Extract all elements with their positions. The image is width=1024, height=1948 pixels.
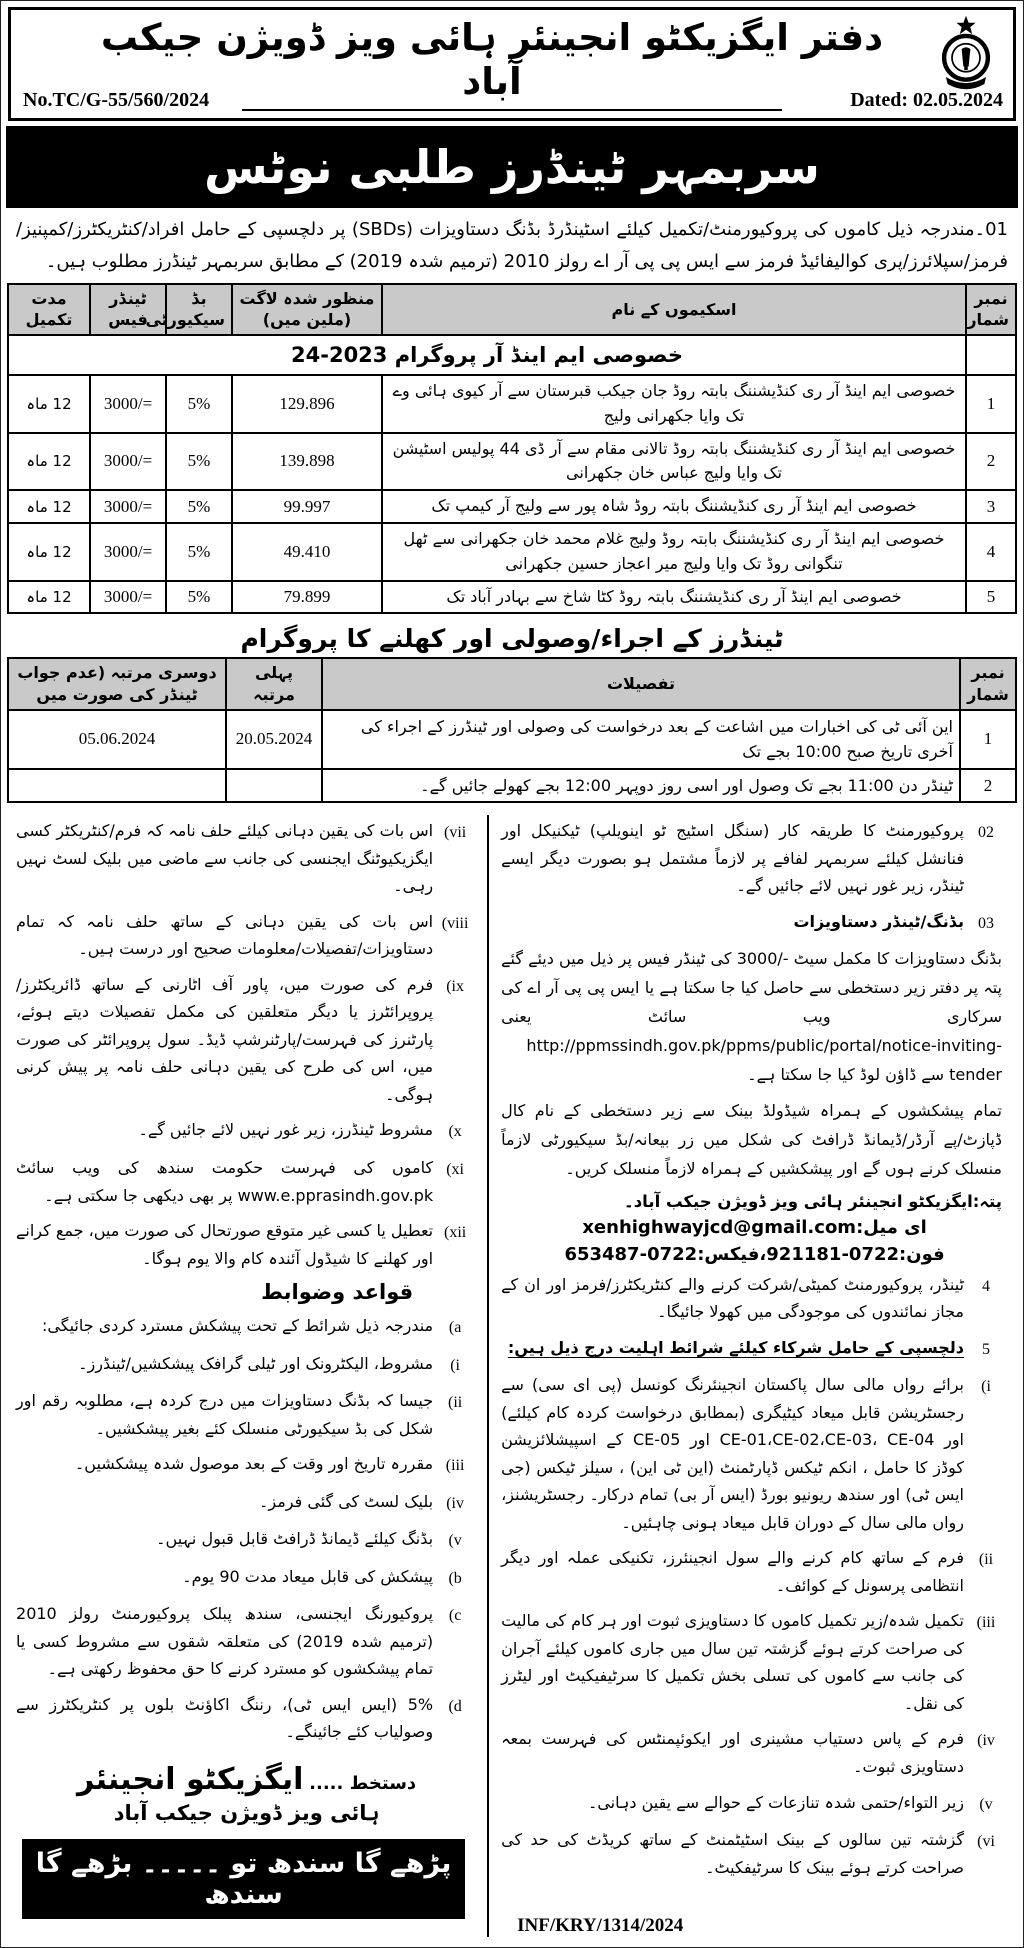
office-title: دفتر ایگزیکٹو انجینئر ہائی ویز ڈویژن جیکب آباد	[100, 16, 884, 104]
program-header-row	[8, 658, 1016, 709]
clause-5	[501, 1334, 1008, 1364]
eligibility-item	[501, 1789, 1008, 1819]
schemes-table	[7, 283, 1017, 615]
rule-item	[16, 1488, 477, 1518]
item-text: بڈنگ کیلئے ڈیمانڈ ڈرافٹ قابل قبول نہیں۔	[156, 1529, 434, 1549]
left-column	[14, 815, 487, 1937]
details-cell: ٹینڈر دن 11:00 بجے تک وصول اور اسی روز دوپہر 12:00 بجے کھولے جائیں گے۔	[322, 769, 960, 803]
right-column	[487, 815, 1010, 1937]
col-details: تفصیلات	[322, 658, 960, 709]
period-cell: 12 ماہ	[8, 375, 90, 433]
scheme-name-cell: خصوصی ایم اینڈ آر ری کنڈیشننگ بابتہ روڈ جان جیکب قبرستان سے آر کیوی ہائی وے تک وایا جکھرانی ولیج	[382, 375, 966, 433]
table-row	[8, 375, 1016, 433]
serial-cell: 1	[966, 375, 1016, 433]
rule-item	[16, 1563, 477, 1593]
col-scheme-name: اسکیموں کے نام	[382, 284, 966, 335]
col-bid-security: بڈ سیکیورٹی	[166, 284, 232, 335]
item-text: پروکیورنگ ایجنسی، سندھ پبلک پروکیورمنٹ رولز 2010 (ترمیم شدہ 2019) کی متعلقہ شقوں سے مشروط کسی یا تمام پیشکشوں کو مسترد کرنے کا حق محفوظ رکھتی ہے۔	[16, 1604, 434, 1679]
serial-cell: 2	[966, 433, 1016, 491]
list-item	[16, 817, 477, 900]
clause-marker: 4	[982, 1277, 990, 1295]
item-marker: (v	[979, 1795, 993, 1813]
rule-item	[16, 1525, 477, 1555]
item-marker: (b	[448, 1569, 462, 1587]
cost-cell: 49.410	[232, 523, 382, 581]
item-marker: (a	[448, 1319, 462, 1337]
item-text: مشروط ٹینڈرز، زیر غور نہیں لائے جائیں گے۔	[138, 1120, 434, 1140]
item-text: بلیک لسٹ کی گئی فرمز۔	[259, 1491, 434, 1511]
eligibility-item	[501, 1826, 1008, 1881]
list-item	[16, 908, 477, 963]
col-first-time: پہلی مرتبہ	[226, 658, 322, 709]
period-cell: 12 ماہ	[8, 433, 90, 491]
security-cell: 5%	[166, 523, 232, 581]
cost-cell: 99.997	[232, 490, 382, 523]
first-date-cell	[226, 769, 322, 803]
item-text: فرم کے ساتھ کام کرنے والے سول انجینئرز، تکنیکی عملہ اور دیگر انتظامی پرسونل کے کوائف۔	[501, 1548, 964, 1595]
notice-body-columns	[14, 815, 1010, 1937]
list-item	[16, 971, 477, 1109]
title-underline	[242, 109, 782, 111]
clause-text: پروکیورمنٹ کا طریقہ کار (سنگل اسٹیج ٹو اینویلپ) ٹیکنیکل اور فنانشل کیلئے سربمہر لفافے پر لازماً مشتمل ہو بصورت دیگر ایسے ٹینڈر، زیر غور نہیں لائے جائیں گے۔	[501, 821, 964, 896]
item-text: اس بات کی یقین دہانی کیلئے حلف نامہ کہ فرم/کنٹریکٹر کسی ایگزیکیوٹنگ ایجنسی کی جانب سے ماضی میں بلیک لسٹ نہیں رہی۔	[16, 821, 434, 896]
first-date-cell: 20.05.2024	[226, 710, 322, 769]
rule-item	[16, 1600, 477, 1683]
item-text: مندرجہ ذیل شرائط کے تحت پیشکش مسترد کردی جائیگی:	[42, 1316, 434, 1336]
table-row	[8, 433, 1016, 491]
item-text: مقررہ تاریخ اور وقت کے بعد موصول شدہ پیشکشیں۔	[74, 1454, 434, 1474]
dated-label: Dated: 02.05.2024	[850, 89, 1003, 111]
rule-item	[16, 1312, 477, 1342]
serial-cell: 1	[960, 710, 1016, 769]
col-serial: نمبر شمار	[966, 284, 1016, 335]
col-tender-fee: ٹینڈر فیس	[90, 284, 166, 335]
signature-subtitle: ہائی ویز ڈویژن جیکب آباد	[113, 1800, 380, 1825]
fee-cell: 3000/=	[90, 523, 166, 581]
security-cell: 5%	[166, 433, 232, 491]
signature-prefix: دستخط .....	[309, 1772, 417, 1794]
rule-item	[16, 1450, 477, 1480]
item-text: اس بات کی یقین دہانی کے ساتھ حلف نامہ کہ تمام دستاویزات/تفصیلات/معلومات صحیح اور درست ہیں۔	[16, 911, 434, 959]
fee-cell: 3000/=	[90, 490, 166, 523]
item-marker: (i	[450, 1356, 460, 1374]
schemes-header-row	[8, 284, 1016, 335]
eligibility-item	[501, 1607, 1008, 1717]
item-text: 5% (ایس ایس ٹی)، رننگ اکاؤنٹ بلوں پر کنٹریکٹرز سے وصولیاب کئے جائینگے۔	[16, 1694, 434, 1742]
office-address: پتہ:ایگزیکٹو انجینئر ہائی ویز ڈویژن جیکب آباد۔	[624, 1191, 1002, 1211]
security-cell: 5%	[166, 375, 232, 433]
item-marker: (v	[448, 1532, 462, 1550]
footer-slogan-banner: پڑھے گا سندھ تو ۔۔۔۔۔ بڑھے گا سندھ	[22, 1839, 465, 1919]
item-text: جیسا کہ بڈنگ دستاویزات میں درج کردہ ہے، مطلوبہ رقم اور شکل کی بڈ سیکیورٹی منسلک کئے بغیر پیشکشیں۔	[16, 1391, 434, 1438]
scheme-name-cell: خصوصی ایم اینڈ آر ری کنڈیشننگ بابتہ روڈ تالانی مقام سے آر ڈی 44 پولیس اسٹیشن تک وایا ولیج عباس خان جکھرانی	[382, 433, 966, 491]
inf-number: INF/KRY/1314/2024	[517, 1915, 684, 1937]
cost-cell: 79.899	[232, 581, 382, 614]
email-line: ای میل:xenhighwayjcd@gmail.com	[582, 1216, 927, 1238]
col-serial: نمبر شمار	[960, 658, 1016, 709]
item-marker: (xi	[446, 1160, 464, 1178]
item-text: فرم کے پاس دستیاب مشینری اور ایکوئپمنٹس کی فہرست بمعہ دستاویزی ثبوت۔	[501, 1729, 964, 1776]
item-marker: (iv	[446, 1494, 464, 1512]
eligibility-item	[501, 1371, 1008, 1536]
bid-security-paragraph: تمام پیشکشوں کے ہمراہ شیڈولڈ بینک سے زیر دستخطی کے نام کال ڈپازٹ/پے آرڈر/ڈیمانڈ ڈرافٹ کی شکل میں زر بیعانہ/بڈ سیکیورٹی لازماً منسلک کرنے ہوں گے اور پیشکشیں کے ہمراہ لازماً منسلک کریں۔	[501, 1101, 1002, 1178]
clause-4	[501, 1271, 1008, 1326]
eligibility-item	[501, 1725, 1008, 1780]
item-text: تعطیل یا کسی غیر متوقع صورتحال کی صورت میں، جمع کرانے اور کھلنے کا شیڈول آئندہ کام والا یوم ہوگا۔	[16, 1221, 434, 1268]
item-marker: (i	[981, 1378, 991, 1396]
list-item	[16, 1154, 477, 1209]
col-completion-period: مدت تکمیل	[8, 284, 90, 335]
item-text: گزشتہ تین سالوں کے بینک اسٹیٹمنٹ کے ساتھ کریڈٹ کی حد کی صراحت کرتے ہوئے بینک کا سرٹیفکیٹ۔	[501, 1830, 964, 1877]
item-marker: (d	[448, 1697, 462, 1715]
reference-number: No.TC/G-55/560/2024	[23, 89, 210, 111]
details-cell: این آئی ٹی کی اخبارات میں اشاعت کے بعد درخواست کی وصولی اور ٹینڈرز کے اجراء کی آخری تاریخ صبح 10:00 بجے تک	[322, 710, 960, 769]
item-marker: (viii	[441, 914, 469, 932]
item-text: تکمیل شدہ/زیر تکمیل کاموں کا دستاویزی ثبوت اور ہر کام کی مالیت کی صراحت کرتے ہوئے گزشتہ تین سال میں جاری کاموں کیلئے آجران کی جانب سے کاموں کی تسلی بخش تکمیل کا سرٹیفیکیٹ اور لیٹرز کی نقل۔	[501, 1611, 965, 1713]
item-marker: (xii	[444, 1224, 467, 1242]
rule-item	[16, 1387, 477, 1442]
cost-cell: 139.898	[232, 433, 382, 491]
clause-marker: 5	[982, 1340, 990, 1358]
clause-marker: 03	[978, 914, 994, 932]
item-marker: (ix	[446, 977, 464, 995]
list-item	[16, 1217, 477, 1272]
scheme-name-cell: خصوصی ایم اینڈ آر ری کنڈیشننگ بابتہ روڈ شاہ پور سے ولیج آر کیمپ تک	[382, 490, 966, 523]
program-heading: ٹینڈرز کے اجراء/وصولی اور کھلنے کا پروگرام	[240, 624, 784, 654]
scheme-name-cell: خصوصی ایم اینڈ آر ری کنڈیشننگ بابتہ روڈ کٹا شاخ سے بہادر آباد تک	[382, 581, 966, 614]
col-approved-cost: منظور شدہ لاگت (ملین میں)	[232, 284, 382, 335]
intro-paragraph: 01۔مندرجہ ذیل کاموں کی پروکیورمنٹ/تکمیل کیلئے اسٹینڈرڈ بڈنگ دستاویزات (SBDs) پر دلچسپی کے حامل افراد/کنٹریکٹرز/کمپنیز/فرمز/سپلائرز/پری کوالیفائیڈ فرمز سے ایس پی پی آر اے رولز 2010 (ترمیم شدہ 2019) کے مطابق سربمہر ٹینڈرز مطلوب ہیں۔	[16, 219, 1008, 273]
clause-03	[501, 908, 1008, 938]
empty-serial-cell	[966, 335, 1016, 375]
clause-02	[501, 817, 1008, 900]
item-text: برائے رواں مالی سال پاکستان انجینئرنگ کونسل (پی ای سی) سے رجسٹریشن قابل میعاد کیٹیگری (بمطابق درخواست کردہ کام کیلئے) اور CE-01،CE-02،CE-03، CE-04 اور CE-05 کے اسپیشلائزیشن کوڈز کا حامل ، انکم ٹیکس ڈپارٹمنٹ (این ٹی این) ، سیلز ٹیکس (جی ایس ٹی) اور سندھ ریونیو بورڈ (ایس آر بی) تمام درکار۔ رجسٹریشنز، رواں مالی سال کے دوران قابل میعاد ہونی چاہئیں۔	[501, 1375, 965, 1532]
serial-cell: 3	[966, 490, 1016, 523]
bidding-documents-paragraph: بڈنگ دستاویزات کا مکمل سیٹ -/3000 کی ٹینڈر فیس پر ذیل میں دیئے گئے پتہ پر دفتر زیر دستخطی سے حاصل کیا جا سکتا ہے یا ایس پی پی آر اے کی سرکاری ویب سائٹ یعنی http://ppmssindh.gov.pk/ppms/public/portal/notice-inviting-tender سے ڈاؤن لوڈ کیا جا سکتا ہے۔	[501, 949, 1003, 1084]
serial-cell: 4	[966, 523, 1016, 581]
header	[8, 7, 1016, 121]
item-text: مشروط، الیکٹرونک اور ٹیلی گرافک پیشکشیں/ٹینڈرز۔	[78, 1353, 434, 1373]
security-cell: 5%	[166, 581, 232, 614]
item-marker: (iii	[445, 1457, 465, 1475]
fee-cell: 3000/=	[90, 433, 166, 491]
program-table	[7, 657, 1017, 803]
signature-title: ایگزیکٹو انجینئر	[76, 1761, 304, 1797]
serial-cell: 2	[960, 769, 1016, 803]
rule-item	[16, 1350, 477, 1380]
item-marker: (ii	[448, 1394, 463, 1412]
fee-cell: 3000/=	[90, 581, 166, 614]
second-date-cell	[8, 769, 226, 803]
sindh-crest-logo-icon	[933, 14, 999, 98]
clause-text: ٹینڈر، پروکیورمنٹ کمیٹی/شرکت کرنے والے کنٹریکٹرز/فرمز اور ان کے مجاز نمائندوں کی موجودگی میں کھولا جائیگا۔	[501, 1274, 964, 1322]
table-row	[8, 769, 1016, 803]
signature-line	[16, 1762, 477, 1797]
notice-title-banner: سربمہر ٹینڈرز طلبی نوٹس	[6, 126, 1018, 208]
program-section-title: خصوصی ایم اینڈ آر پروگرام 2023-24	[8, 335, 966, 375]
item-marker: (ii	[978, 1551, 994, 1569]
item-text: پیشکش کی قابل میعاد مدت 90 یوم۔	[182, 1566, 434, 1586]
second-date-cell: 05.06.2024	[8, 710, 226, 769]
item-marker: (x	[448, 1123, 462, 1141]
item-text: زیر التواء/حتمی شدہ تنازعات کے حوالے سے یقین دہانی۔	[587, 1792, 964, 1812]
table-row	[8, 490, 1016, 523]
program-section-row	[8, 335, 1016, 375]
list-item	[16, 1116, 477, 1146]
item-marker: (iii	[976, 1614, 996, 1632]
clause-marker: 02	[978, 824, 994, 842]
item-marker: (iv	[977, 1732, 995, 1750]
fee-cell: 3000/=	[90, 375, 166, 433]
item-marker: (vii	[444, 824, 467, 842]
table-row	[8, 581, 1016, 614]
period-cell: 12 ماہ	[8, 523, 90, 581]
item-marker: (vi	[977, 1833, 995, 1851]
serial-cell: 5	[966, 581, 1016, 614]
rules-heading: قواعد وضوابط	[261, 1280, 414, 1305]
item-text: فرم کی صورت میں، پاور آف اٹارنی کے ساتھ ڈائریکٹرز/پروپرائٹرز یا دیگر متعلقین کی مکمل تفصیلات دیتے ہوئے، پارٹنرز کی فہرست/پارٹنرشپ ڈیڈ۔ سول پروپرائٹر کی صورت میں، اس کی طرح کی یقین دہانی حلف نامہ پر پیش کرنی ہوگی۔	[16, 974, 434, 1104]
period-cell: 12 ماہ	[8, 581, 90, 614]
col-second-time: دوسری مرتبہ (عدم جواب ٹینڈر کی صورت میں	[8, 658, 226, 709]
security-cell: 5%	[166, 490, 232, 523]
item-text: کاموں کی فہرست حکومت سندھ کی ویب سائٹ www.e.pprasindh.gov.pk پر بھی دیکھی جا سکتی ہے۔	[16, 1157, 434, 1205]
eligibility-heading: دلچسپی کے حامل شرکاء کیلئے شرائط اہلیت درج ذیل ہیں:	[507, 1337, 964, 1357]
eligibility-item	[501, 1544, 1008, 1599]
phone-fax-line: فون:0722-921181،فیکس:0722-653487	[564, 1243, 945, 1265]
signature-block	[16, 1762, 477, 1825]
period-cell: 12 ماہ	[8, 490, 90, 523]
cost-cell: 129.896	[232, 375, 382, 433]
rule-item	[16, 1691, 477, 1746]
clause-title: بڈنگ/ٹینڈر دستاویزات	[793, 911, 964, 931]
scheme-name-cell: خصوصی ایم اینڈ آر ری کنڈیشننگ بابتہ روڈ ولیج غلام محمد خان جکھرانی سے ٹھل تنگوانی روڈ تک وایا ولیج میر اعجاز حسین جکھرانی	[382, 523, 966, 581]
table-row	[8, 710, 1016, 769]
table-row	[8, 523, 1016, 581]
item-marker: (c	[448, 1607, 462, 1625]
